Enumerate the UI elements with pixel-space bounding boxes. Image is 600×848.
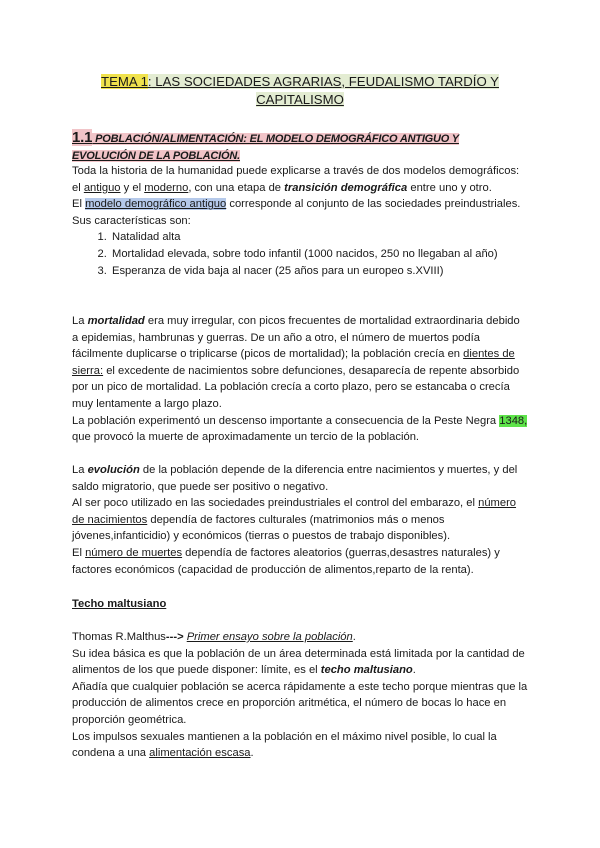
text: .	[250, 747, 254, 760]
text: que provocó la muerte de aproximadamente un tercio de la población.	[72, 431, 420, 444]
paragraph-idea-basica	[72, 646, 528, 679]
subheading	[72, 596, 528, 613]
text: el excedente de nacimientos sobre defunciones, desaparecía de repente absorbido por un pico de mortalidad. La población crecía a corto plazo, pero se estancaba o crecía muy lentamente a largo plazo.	[72, 364, 520, 410]
text: El	[72, 546, 86, 559]
text: Toda la historia de la humanidad puede explicarse a través de dos modelos demográficos: el	[72, 165, 520, 194]
term-transicion: transición demográfica	[284, 181, 408, 194]
text: era muy irregular, con picos frecuentes de mortalidad extraordinaria debido a epidemias, hambrunas y guerras. De un año a otro, el número de muertos podía fácilmente duplicarse o triplicarse (picos de mortalidad); la población crecía en	[72, 315, 520, 361]
text: Los impulsos sexuales mantienen a la población en el máximo nivel posible, lo cual la condena a una	[72, 730, 497, 760]
subheading-techo-maltusiano: Techo maltusiano	[72, 598, 167, 610]
section-heading	[72, 129, 492, 165]
paragraph-mortalidad	[72, 313, 528, 413]
text: corresponde al conjunto de las sociedades preindustriales. Sus características son:	[72, 198, 521, 227]
text: dependía de factores culturales (matrimonios más o menos jóvenes,infanticidio) y económicos (tierras o puestos de trabajo disponibles).	[72, 513, 451, 543]
section-number: 1.1	[72, 129, 93, 146]
paragraph-malthus	[72, 629, 528, 646]
list-item: 1. Natalidad alta	[110, 229, 528, 246]
section-title-line1: POBLACIÓN/ALIMENTACIÓN: EL MODELO DEMOGRÁFICO ANTIGUO Y	[92, 133, 459, 145]
paragraph-models	[72, 163, 528, 196]
paragraph-muertes	[72, 545, 528, 578]
term-mortalidad: mortalidad	[87, 315, 145, 327]
term-evolucion: evolución	[87, 464, 140, 476]
term-numero-muertes: número de muertes	[85, 546, 183, 559]
malthus-block	[72, 629, 528, 762]
evolution-block	[72, 462, 528, 578]
paragraph-nacimientos	[72, 495, 528, 545]
characteristics-list	[72, 229, 528, 279]
text: Thomas R.Malthus	[72, 631, 166, 643]
paragraph-modelo-antiguo	[72, 196, 528, 229]
intro-block	[72, 163, 528, 279]
term-alimentacion-escasa: alimentación escasa	[149, 747, 251, 760]
term-modelo-antiguo: modelo demográfico antiguo	[85, 198, 227, 211]
title-line2: CAPITALISMO	[256, 92, 344, 107]
paragraph-peste-negra	[72, 413, 528, 446]
paragraph-proporcion: Añadía que cualquier población se acerca rápidamente a este techo porque mientras que la producción de alimentos crece en proporción aritmética, el número de bocas lo hace en proporción geométrica.	[72, 680, 528, 726]
text: La	[72, 464, 88, 476]
term-moderno: moderno	[144, 181, 189, 194]
term-techo-maltusiano: techo maltusiano	[320, 664, 413, 677]
year-highlight: 1348,	[499, 414, 528, 427]
title-colon: :	[147, 74, 152, 89]
title-prefix: TEMA 1	[101, 74, 148, 89]
book-title: Primer ensayo sobre la población	[186, 631, 353, 643]
mortality-block	[72, 313, 528, 446]
arrow-text: --->	[165, 631, 184, 643]
term-dientes-de-sierra: dientes de sierra:	[72, 348, 515, 377]
paragraph-impulsos	[72, 729, 528, 762]
text: .	[412, 664, 416, 677]
term-antiguo: antiguo	[83, 181, 121, 194]
list-item: 3. Esperanza de vida baja al nacer (25 años para un europeo s.XVIII)	[110, 263, 528, 280]
text: La	[72, 315, 88, 327]
text: Su idea básica es que la población de un área determinada está limitada por la cantidad de alimentos de los que puede disponer: límite, es el	[72, 647, 525, 677]
page-title	[60, 73, 540, 109]
text: dependía de factores aleatorios (guerras,desastres naturales) y factores económicos (capacidad de producción de alimentos,reparto de la renta).	[72, 546, 500, 576]
text: y el	[120, 181, 145, 194]
text: de la población depende de la diferencia entre nacimientos y muertes, y del saldo migratorio, que puede ser positivo o negativo.	[72, 464, 518, 493]
section-title-line2: EVOLUCIÓN DE LA POBLACIÓN.	[72, 150, 240, 162]
text: , con una etapa de	[188, 181, 285, 194]
list-item: 2. Mortalidad elevada, sobre todo infantil (1000 nacidos, 250 no llegaban al año)	[110, 246, 528, 263]
paragraph-evolucion	[72, 462, 528, 495]
text: Al ser poco utilizado en las sociedades preindustriales el control del embarazo, el	[72, 497, 479, 510]
text: La población experimentó un descenso importante a consecuencia de la Peste Negra	[72, 414, 500, 427]
text: entre uno y otro.	[407, 181, 492, 194]
title-line1: LAS SOCIEDADES AGRARIAS, FEUDALISMO TARDÍO Y	[151, 74, 499, 89]
text: El	[72, 198, 86, 211]
term-numero-nacimientos: número de nacimientos	[72, 497, 517, 526]
text: .	[352, 631, 356, 643]
